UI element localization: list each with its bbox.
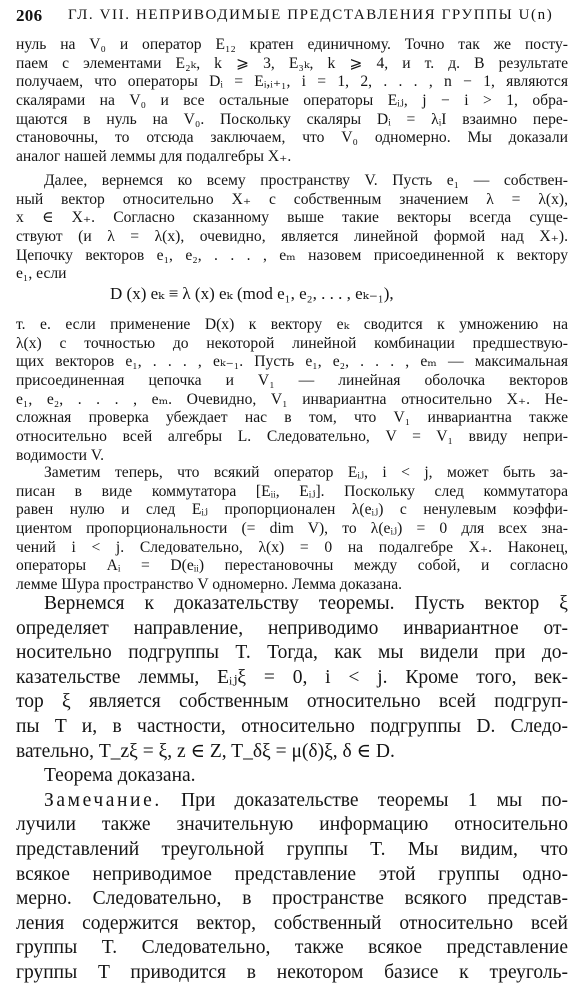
text-line: пы T и, в частности, относительно подгруппы D. Следо- <box>16 715 568 737</box>
remark-first-line <box>16 789 568 814</box>
text-line: Цепочку векторов e₁, e₂, . . . , eₘ назовем присоединенной к вектору <box>16 246 568 264</box>
text-line: всякое неприводимое представление этой группы одно- <box>16 863 568 885</box>
text-line: λ(x) с точностью до некоторой линейной комбинации предшествую- <box>16 334 568 352</box>
text-line: Вернемся к доказательству теоремы. Пусть вектор ξ <box>44 593 568 614</box>
text-line: паем с элементами E₂ₖ, k ⩾ 3, E₃ₖ, k ⩾ 4, и т. д. В результате <box>16 54 568 72</box>
text-line: операторы Aᵢ = D(eᵢᵢ) перестановочны между собой, и согласно <box>16 557 568 575</box>
text-line: лучили также значительную информацию относительно <box>16 814 568 836</box>
text-line: x ∈ X₊. Согласно сказанному выше такие векторы всегда суще- <box>16 209 568 227</box>
text-line: ствуют (и λ = λ(x), очевидно, является линейной формой над X₊). <box>16 228 568 246</box>
text-line: чений i < j. Следовательно, λ(x) = 0 на подалгебре X₊. Наконец, <box>16 538 568 556</box>
page-header <box>16 6 568 28</box>
text-line: ный вектор относительно X₊ с собственным значением λ = λ(x), <box>16 190 568 208</box>
text-line: Заметим теперь, что всякий оператор Eᵢⱼ, i < j, может быть за- <box>44 464 568 481</box>
remark-text: При доказательстве теоремы 1 мы по- <box>161 789 568 811</box>
running-title: ГЛ. VII. НЕПРИВОДИМЫЕ ПРЕДСТАВЛЕНИЯ ГРУППЫ U(n) <box>68 7 554 23</box>
text-line: мерно. Следовательно, в пространстве всякого представ- <box>16 888 568 910</box>
page-number: 206 <box>16 6 43 25</box>
paragraph-4 <box>16 464 568 595</box>
text-line: e₁, если <box>16 265 67 283</box>
text-line: вательно, T_zξ = ξ, z ∈ Z, T_δξ = μ(δ)ξ, δ ∈ D. <box>16 740 395 762</box>
text-line: группы T приводится в некотором базисе к треуголь- <box>16 961 568 983</box>
text-line: водимости V. <box>16 446 105 464</box>
paragraph-5 <box>16 592 568 986</box>
text-line: определяет направление, неприводимо инвариантное от- <box>16 617 568 639</box>
text-line: группы T. Следовательно, также всякое представление <box>16 937 568 959</box>
text-line: писан в виде коммутатора [Eᵢᵢ, Eᵢⱼ]. Поскольку след коммутатора <box>16 482 568 500</box>
text-line: ления содержится вектор, собственный относительно всей <box>16 912 568 934</box>
text-line: скалярами на V₀ и все остальные операторы Eᵢⱼ, j − i > 1, обра- <box>16 92 568 110</box>
text-line: носительно подгруппы T. Тогда, как мы видели при до- <box>16 642 568 664</box>
text-line: равен нулю и след Eᵢⱼ пропорционален λ(eᵢⱼ) с ненулевым коэффи- <box>16 501 568 519</box>
text-line: циентом пропорциональности (= dim V), то λ(eᵢⱼ) = 0 для всех зна- <box>16 520 568 538</box>
remark-label: Замечание. <box>44 789 162 811</box>
text-line: e₁, e₂, . . . , eₘ. Очевидно, V₁ инвариантна относительно X₊. Не- <box>16 390 568 408</box>
text-line: сложная проверка убеждает нас в том, что V₁ инвариантна также <box>16 409 568 427</box>
paragraph-1 <box>16 36 568 167</box>
display-formula: D (x) eₖ ≡ λ (x) eₖ (mod e₁, e₂, . . . , eₖ₋₁), <box>110 284 394 303</box>
text-line: тор ξ является собственным относительно всей подгруп- <box>16 691 568 713</box>
text-line: представлений треугольной группы T. Мы видим, что <box>16 838 568 860</box>
text-line: относительно всей алгебры L. Следовательно, V = V₁ ввиду непри- <box>16 428 568 446</box>
text-line: лемме Шура пространство V одномерно. Лемма доказана. <box>16 576 403 594</box>
text-line: получаем, что операторы Dᵢ = Eᵢ,ᵢ₊₁, i = 1, 2, . . . , n − 1, являются <box>16 73 568 91</box>
text-line: казательстве леммы, Eᵢⱼξ = 0, i < j. Кроме того, век- <box>16 666 568 688</box>
theorem-proved: Теорема доказана. <box>44 765 196 787</box>
text-line: аналог нашей леммы для подалгебры X₊. <box>16 148 292 166</box>
paragraph-3 <box>16 316 568 466</box>
text-line: щих векторов e₁, . . . , eₖ₋₁. Пусть e₁, e₂, . . . , eₘ — максимальная <box>16 353 568 371</box>
text-line: нуль на V₀ и оператор E₁₂ кратен единичному. Точно так же посту- <box>16 36 568 53</box>
text-line: становочны, то отсюда заключаем, что V₀ одномерно. Мы доказали <box>16 129 568 147</box>
text-line: Далее, вернемся ко всему пространству V. Пусть e₁ — собствен- <box>44 172 568 189</box>
text-line: т. е. если применение D(x) к вектору eₖ сводится к умножению на <box>16 316 568 333</box>
paragraph-2 <box>16 172 568 284</box>
text-line: щаются в нуль на V₀. Поскольку скаляры Dᵢ = λᵢI взаимно пере- <box>16 110 568 128</box>
text-line: присоединенная цепочка и V₁ — линейная оболочка векторов <box>16 372 568 390</box>
